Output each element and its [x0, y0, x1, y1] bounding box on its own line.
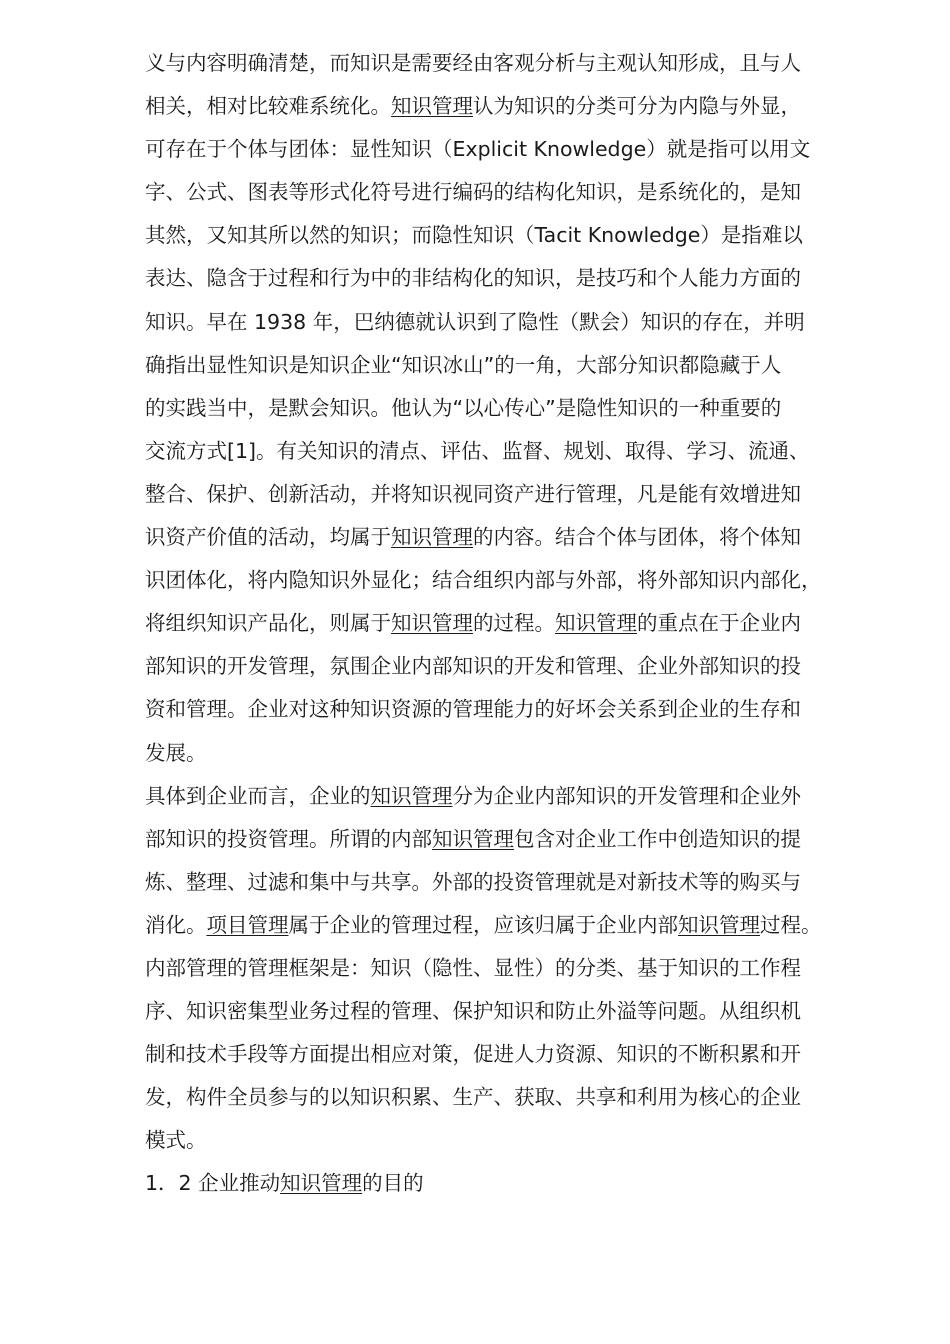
keyword-link[interactable]: 知识管理: [391, 525, 473, 550]
text-line: [145, 42, 880, 85]
text-segment: 资和管理。企业对这种知识资源的管理能力的好坏会关系到企业的生存和: [145, 697, 801, 722]
text-segment: 知识。早在 1938 年，巴纳德就认识到了隐性（默会）知识的存在，并明: [145, 309, 805, 334]
text-line: [145, 990, 880, 1033]
text-segment: 相关，相对比较难系统化。: [145, 94, 391, 119]
text-segment: 将组织知识产品化，则属于: [145, 611, 391, 636]
text-line: [145, 732, 880, 775]
text-segment: 其然，又知其所以然的知识；而隐性知识（Tacit Knowledge）是指难以: [145, 223, 803, 248]
keyword-link[interactable]: 项目管理: [206, 912, 289, 937]
text-segment: 部知识的开发管理，氛围企业内部知识的开发和管理、企业外部知识的投: [145, 654, 801, 679]
section-heading: [145, 1162, 880, 1205]
text-segment: 分为企业内部知识的开发管理和企业外: [452, 783, 801, 808]
text-line: [145, 861, 880, 904]
text-line: [145, 516, 880, 559]
keyword-link[interactable]: 知识管理: [432, 826, 514, 851]
text-line: [145, 85, 880, 128]
text-line: [145, 344, 880, 387]
text-segment: 义与内容明确清楚，而知识是需要经由客观分析与主观认知形成，且与人: [145, 51, 801, 75]
text-segment: 的实践当中，是默会知识。他认为“以心传心”是隐性知识的一种重要的: [145, 395, 782, 420]
text-segment: 过程。: [760, 912, 822, 937]
keyword-link[interactable]: 知识管理: [391, 611, 473, 636]
keyword-link[interactable]: 知识管理: [370, 783, 453, 808]
text-line: [145, 387, 880, 430]
text-segment: 发展。: [145, 740, 207, 765]
text-segment: 内部管理的管理框架是：知识（隐性、显性）的分类、基于知识的工作程: [145, 955, 801, 980]
text-segment: 可存在于个体与团体：显性知识（Explicit Knowledge）就是指可以用文: [145, 137, 811, 162]
text-segment: 包含对企业工作中创造知识的提: [514, 826, 801, 851]
text-line: [145, 128, 880, 171]
text-segment: 部知识的投资管理。所谓的内部: [145, 826, 432, 851]
keyword-link[interactable]: 知识管理: [391, 94, 473, 119]
text-segment: 具体到企业而言，企业的: [145, 783, 371, 808]
text-segment: 识团体化，将内隐知识外显化；结合组织内部与外部，将外部知识内部化，: [145, 568, 822, 593]
text-segment: 发，构件全员参与的以知识积累、生产、获取、共享和利用为核心的企业: [145, 1085, 801, 1110]
text-segment: 识资产价值的活动，均属于: [145, 525, 391, 550]
text-line: [145, 645, 880, 688]
text-line: [145, 818, 880, 861]
text-segment: 表达、隐含于过程和行为中的非结构化的知识，是技巧和个人能力方面的: [145, 266, 801, 291]
text-segment: 序、知识密集型业务过程的管理、保护知识和防止外溢等问题。从组织机: [145, 999, 801, 1024]
keyword-link[interactable]: 知识管理: [555, 611, 637, 636]
text-segment: 的目的: [362, 1171, 424, 1196]
text-line: [145, 904, 880, 947]
text-line: [145, 473, 880, 516]
text-segment: 1．2 企业推动: [145, 1171, 281, 1196]
keyword-link[interactable]: 知识管理: [678, 912, 760, 937]
text-line: [145, 1033, 880, 1076]
text-segment: 字、公式、图表等形式化符号进行编码的结构化知识，是系统化的，是知: [145, 180, 801, 205]
text-segment: 炼、整理、过滤和集中与共享。外部的投资管理就是对新技术等的购买与: [145, 869, 801, 894]
keyword-link[interactable]: 知识管理: [280, 1171, 363, 1196]
text-segment: 模式。: [145, 1128, 207, 1153]
text-segment: 认为知识的分类可分为内隐与外显，: [473, 94, 801, 119]
text-line: [145, 430, 880, 473]
text-segment: 的过程。: [473, 611, 555, 636]
text-line: [145, 1076, 880, 1119]
text-line: [145, 214, 880, 257]
text-segment: 的内容。结合个体与团体，将个体知: [473, 525, 801, 550]
text-line: [145, 1119, 880, 1162]
document-body: [145, 42, 880, 1206]
text-segment: 制和技术手段等方面提出相应对策，促进人力资源、知识的不断积累和开: [145, 1042, 801, 1067]
text-line: [145, 775, 880, 818]
text-line: [145, 301, 880, 344]
text-line: [145, 559, 880, 602]
text-segment: 确指出显性知识是知识企业“知识冰山”的一角，大部分知识都隐藏于人: [145, 352, 782, 377]
text-segment: 属于企业的管理过程，应该归属于企业内部: [288, 912, 678, 937]
text-segment: 整合、保护、创新活动，并将知识视同资产进行管理，凡是能有效增进知: [145, 481, 801, 506]
text-line: [145, 602, 880, 645]
text-line: [145, 688, 880, 731]
text-segment: 消化。: [145, 912, 207, 937]
text-segment: 的重点在于企业内: [637, 611, 801, 636]
text-line: [145, 171, 880, 214]
text-line: [145, 257, 880, 300]
text-segment: 交流方式[1]。有关知识的清点、评估、监督、规划、取得、学习、流通、: [145, 438, 810, 463]
text-line: [145, 947, 880, 990]
